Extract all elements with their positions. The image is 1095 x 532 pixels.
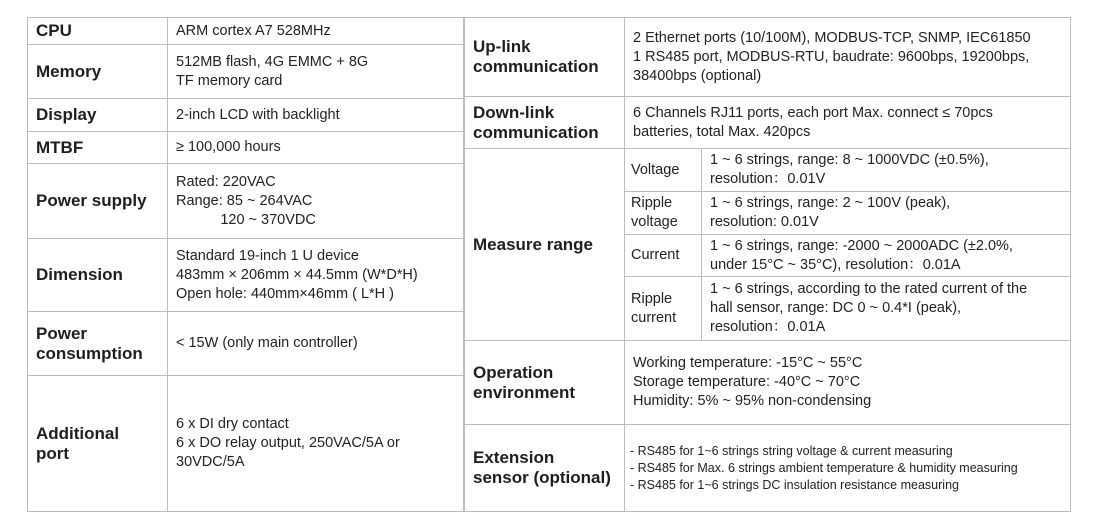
dimension-value: Standard 19-inch 1 U device 483mm × 206mm × 44.5mm (W*D*H) Open hole: 440mm×46mm ( L*H ) xyxy=(168,239,464,312)
row-uplink xyxy=(465,18,1071,97)
mtbf-label: MTBF xyxy=(28,132,168,164)
power-supply-label: Power supply xyxy=(28,164,168,239)
measure-current-value: 1 ~ 6 strings, range: -2000 ~ 2000ADC (±2.0%, under 15°C ~ 35°C), resolution：0.01A xyxy=(702,235,1071,277)
row-display xyxy=(28,99,464,132)
uplink-label: Up-link communication xyxy=(465,18,625,97)
measure-sub-ripple-voltage: Ripple voltage xyxy=(625,192,702,235)
row-extension xyxy=(465,425,1071,512)
cpu-value: ARM cortex A7 528MHz xyxy=(168,18,464,45)
row-memory xyxy=(28,45,464,99)
row-mtbf xyxy=(28,132,464,164)
row-operation xyxy=(465,341,1071,425)
spec-table-left xyxy=(27,17,464,512)
measure-sub-ripple-current: Ripple current xyxy=(625,277,702,341)
row-cpu xyxy=(28,18,464,45)
row-dimension xyxy=(28,239,464,312)
memory-label: Memory xyxy=(28,45,168,99)
dimension-label: Dimension xyxy=(28,239,168,312)
row-downlink xyxy=(465,97,1071,149)
power-consumption-value: < 15W (only main controller) xyxy=(168,312,464,376)
cpu-label: CPU xyxy=(28,18,168,45)
display-value: 2-inch LCD with backlight xyxy=(168,99,464,132)
downlink-label: Down-link communication xyxy=(465,97,625,149)
operation-label: Operation environment xyxy=(465,341,625,425)
display-label: Display xyxy=(28,99,168,132)
mtbf-value: ≥ 100,000 hours xyxy=(168,132,464,164)
measure-ripple-voltage-value: 1 ~ 6 strings, range: 2 ~ 100V (peak), resolution: 0.01V xyxy=(702,192,1071,235)
row-additional-port xyxy=(28,376,464,512)
memory-value: 512MB flash, 4G EMMC + 8G TF memory card xyxy=(168,45,464,99)
additional-port-value: 6 x DI dry contact 6 x DO relay output, 250VAC/5A or 30VDC/5A xyxy=(168,376,464,512)
measure-voltage-value: 1 ~ 6 strings, range: 8 ~ 1000VDC (±0.5%), resolution：0.01V xyxy=(702,149,1071,192)
measure-ripple-current-value: 1 ~ 6 strings, according to the rated current of the hall sensor, range: DC 0 ~ 0.4*I (peak), resolution：0.01A xyxy=(702,277,1071,341)
spec-table-right xyxy=(464,17,1071,512)
measure-range-label: Measure range xyxy=(465,149,625,341)
extension-label: Extension sensor (optional) xyxy=(465,425,625,512)
extension-value: - RS485 for 1~6 strings string voltage & current measuring - RS485 for Max. 6 strings ambient temperature & humidity measuring - RS485 for 1~6 strings DC insulation resistance measuring xyxy=(625,425,1071,512)
downlink-value: 6 Channels RJ11 ports, each port Max. connect ≤ 70pcs batteries, total Max. 420pcs xyxy=(625,97,1071,149)
operation-value: Working temperature: -15°C ~ 55°C Storage temperature: -40°C ~ 70°C Humidity: 5% ~ 95% non-condensing xyxy=(625,341,1071,425)
row-measure-voltage xyxy=(465,149,1071,192)
row-power-consumption xyxy=(28,312,464,376)
power-supply-value: Rated: 220VAC Range: 85 ~ 264VAC 120 ~ 370VDC xyxy=(168,164,464,239)
uplink-value: 2 Ethernet ports (10/100M), MODBUS-TCP, SNMP, IEC61850 1 RS485 port, MODBUS-RTU, baudrate: 9600bps, 19200bps, 38400bps (optional) xyxy=(625,18,1071,97)
row-power-supply xyxy=(28,164,464,239)
power-consumption-label: Power consumption xyxy=(28,312,168,376)
additional-port-label: Additional port xyxy=(28,376,168,512)
measure-sub-current: Current xyxy=(625,235,702,277)
measure-sub-voltage: Voltage xyxy=(625,149,702,192)
